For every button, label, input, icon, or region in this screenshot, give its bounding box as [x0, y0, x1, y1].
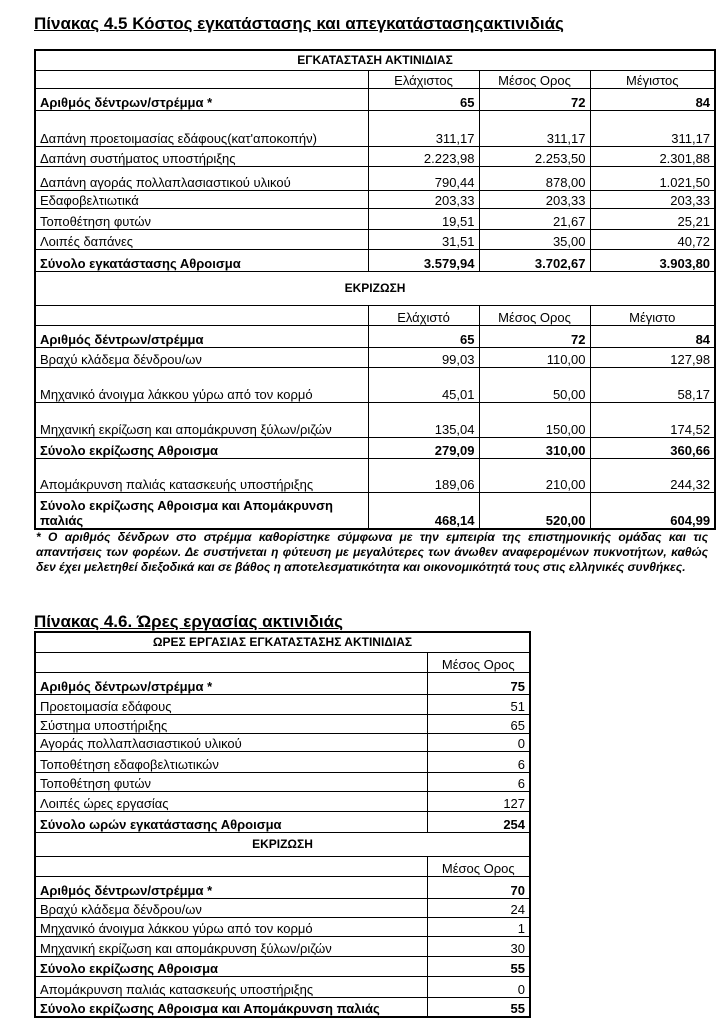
- row-label: Αριθμός δέντρων/στρέμμα: [35, 325, 368, 347]
- install-section-header: [35, 50, 715, 70]
- value-avg: 150,00: [479, 402, 590, 437]
- value-max: 203,33: [590, 190, 715, 208]
- value-avg: 50,00: [479, 367, 590, 402]
- value-min: 2.223,98: [368, 146, 479, 166]
- value-min: 65: [368, 88, 479, 110]
- table-row: [35, 898, 530, 917]
- value-max: 58,17: [590, 367, 715, 402]
- table-row: [35, 229, 715, 249]
- table-row: [35, 672, 530, 694]
- value-avg: 110,00: [479, 347, 590, 367]
- row-label: Αριθμός δέντρων/στρέμμα *: [35, 672, 427, 694]
- value-avg: 72: [479, 88, 590, 110]
- value-avg: 310,00: [479, 437, 590, 458]
- row-label: Δαπάνη αγοράς πολλαπλασιαστικού υλικού: [35, 166, 368, 190]
- value-avg: 55: [427, 956, 530, 976]
- value-max: 2.301,88: [590, 146, 715, 166]
- work-hours-table: [34, 631, 531, 1018]
- table-row: [35, 733, 530, 751]
- table-row: [35, 751, 530, 772]
- value-min: 135,04: [368, 402, 479, 437]
- value-avg: 75: [427, 672, 530, 694]
- column-header-max: Μέγιστος: [590, 70, 715, 88]
- table-row: [35, 88, 715, 110]
- table-row: [35, 976, 530, 997]
- value-max: 311,17: [590, 110, 715, 146]
- row-label: Αγοράς πολλαπλασιαστικού υλικού: [35, 733, 427, 751]
- value-min: 45,01: [368, 367, 479, 402]
- value-min: 31,51: [368, 229, 479, 249]
- value-max: 3.903,80: [590, 249, 715, 271]
- row-label: Σύνολο εκρίζωσης Αθροισμα και Απομάκρυνση παλιάς: [35, 492, 368, 529]
- value-avg: 520,00: [479, 492, 590, 529]
- row-label: Βραχύ κλάδεμα δένδρου/ων: [35, 898, 427, 917]
- value-min: 203,33: [368, 190, 479, 208]
- value-avg: 210,00: [479, 458, 590, 492]
- column-header-avg: Μέσος Ορος: [427, 856, 530, 876]
- label-header: [35, 856, 427, 876]
- row-label: Τοποθέτηση φυτών: [35, 208, 368, 229]
- row-label: Αριθμός δέντρων/στρέμμα *: [35, 88, 368, 110]
- column-header-avg: Μέσος Ορος: [479, 305, 590, 325]
- value-avg: 70: [427, 876, 530, 898]
- column-header-row: [35, 652, 530, 672]
- value-max: 84: [590, 88, 715, 110]
- row-label: Μηχανικό άνοιγμα λάκκου γύρω από τον κορμό: [35, 367, 368, 402]
- value-max: 40,72: [590, 229, 715, 249]
- table-row: [35, 714, 530, 733]
- section-title: ΕΚΡΙΖΩΣΗ: [35, 271, 715, 305]
- value-avg: 24: [427, 898, 530, 917]
- row-label: Σύνολο ωρών εγκατάστασης Αθροισμα: [35, 811, 427, 832]
- value-min: 279,09: [368, 437, 479, 458]
- row-label: Απομάκρυνση παλιάς κατασκευής υποστήριξης: [35, 458, 368, 492]
- cost-table: [34, 49, 716, 530]
- install-section-header: [35, 632, 530, 652]
- table-row: [35, 811, 530, 832]
- table-row: [35, 772, 530, 791]
- value-avg: 6: [427, 751, 530, 772]
- table-row: [35, 997, 530, 1017]
- row-label: Σύνολο εκρίζωσης Αθροισμα: [35, 956, 427, 976]
- table-row: [35, 190, 715, 208]
- row-label: Σύνολο εγκατάστασης Αθροισμα: [35, 249, 368, 271]
- value-min: 311,17: [368, 110, 479, 146]
- value-max: 174,52: [590, 402, 715, 437]
- table-row: [35, 249, 715, 271]
- row-label: Τοποθέτηση εδαφοβελτιωτικών: [35, 751, 427, 772]
- value-max: 244,32: [590, 458, 715, 492]
- uproot-section-header: [35, 832, 530, 856]
- value-min: 790,44: [368, 166, 479, 190]
- column-header-min: Ελάχιστος: [368, 70, 479, 88]
- table-row: [35, 458, 715, 492]
- row-label: Δαπάνη προετοιμασίας εδάφους(κατ'αποκοπήν): [35, 110, 368, 146]
- column-header-avg: Μέσος Ορος: [427, 652, 530, 672]
- value-avg: 311,17: [479, 110, 590, 146]
- value-avg: 2.253,50: [479, 146, 590, 166]
- row-label: Απομάκρυνση παλιάς κατασκευής υποστήριξης: [35, 976, 427, 997]
- table-row: [35, 917, 530, 936]
- value-min: 468,14: [368, 492, 479, 529]
- table-row: [35, 325, 715, 347]
- value-avg: 51: [427, 694, 530, 714]
- row-label: Δαπάνη συστήματος υποστήριξης: [35, 146, 368, 166]
- row-label: Λοιπές δαπάνες: [35, 229, 368, 249]
- row-label: Μηχανική εκρίζωση και απομάκρυνση ξύλων/ριζών: [35, 936, 427, 956]
- table-row: [35, 110, 715, 146]
- label-header: [35, 70, 368, 88]
- table-row: [35, 208, 715, 229]
- column-header-row: [35, 305, 715, 325]
- value-max: 1.021,50: [590, 166, 715, 190]
- footnote: * Ο αριθμός δένδρων στο στρέμμα καθορίστηκε σύμφωνα με την εμπειρία της επιστημονικής ομάδας και τις απαντήσεις των φορέων. Δε συστήνεται η φύτευση με μεγαλύτερες των άνωθεν αναφερομένων πυκνοτήτων, καθώς δεν έχει μελετηθεί διεξοδικά και σε βάθος η αποτελεσματικότητα και οικονομικότητά τους στις ελληνικές συνθήκες.: [36, 530, 708, 574]
- table-row: [35, 492, 715, 529]
- value-avg: 203,33: [479, 190, 590, 208]
- value-max: 25,21: [590, 208, 715, 229]
- column-header-min: Ελάχιστό: [368, 305, 479, 325]
- table-row: [35, 936, 530, 956]
- value-max: 127,98: [590, 347, 715, 367]
- table-row: [35, 166, 715, 190]
- value-avg: 0: [427, 733, 530, 751]
- value-avg: 21,67: [479, 208, 590, 229]
- column-header-row: [35, 70, 715, 88]
- label-header: [35, 305, 368, 325]
- value-avg: 3.702,67: [479, 249, 590, 271]
- column-header-max: Μέγιστο: [590, 305, 715, 325]
- section-title: ΩΡΕΣ ΕΡΓΑΣΙΑΣ ΕΓΚΑΤΑΣΤΑΣΗΣ ΑΚΤΙΝΙΔΙΑΣ: [35, 632, 530, 652]
- value-avg: 55: [427, 997, 530, 1017]
- row-label: Σύνολο εκρίζωσης Αθροισμα: [35, 437, 368, 458]
- value-max: 604,99: [590, 492, 715, 529]
- row-label: Λοιπές ώρες εργασίας: [35, 791, 427, 811]
- value-min: 19,51: [368, 208, 479, 229]
- section-title: ΕΚΡΙΖΩΣΗ: [35, 832, 530, 856]
- table-4-5-title: Πίνακας 4.5 Κόστος εγκατάστασης και απεγκατάστασηςακτινιδιάς: [34, 14, 564, 33]
- value-max: 360,66: [590, 437, 715, 458]
- value-avg: 127: [427, 791, 530, 811]
- value-avg: 72: [479, 325, 590, 347]
- value-avg: 65: [427, 714, 530, 733]
- value-min: 65: [368, 325, 479, 347]
- value-avg: 1: [427, 917, 530, 936]
- row-label: Σύστημα υποστήριξης: [35, 714, 427, 733]
- section-title: ΕΓΚΑΤΑΣΤΑΣΗ ΑΚΤΙΝΙΔΙΑΣ: [35, 50, 715, 70]
- value-avg: 35,00: [479, 229, 590, 249]
- value-min: 189,06: [368, 458, 479, 492]
- value-avg: 6: [427, 772, 530, 791]
- table-row: [35, 367, 715, 402]
- label-header: [35, 652, 427, 672]
- row-label: Βραχύ κλάδεμα δένδρου/ων: [35, 347, 368, 367]
- row-label: Σύνολο εκρίζωσης Αθροισμα και Απομάκρυνση παλιάς: [35, 997, 427, 1017]
- table-row: [35, 402, 715, 437]
- column-header-avg: Μέσος Ορος: [479, 70, 590, 88]
- value-min: 3.579,94: [368, 249, 479, 271]
- table-row: [35, 437, 715, 458]
- table-row: [35, 146, 715, 166]
- table-row: [35, 956, 530, 976]
- value-min: 99,03: [368, 347, 479, 367]
- column-header-row: [35, 856, 530, 876]
- row-label: Εδαφοβελτιωτικά: [35, 190, 368, 208]
- value-max: 84: [590, 325, 715, 347]
- value-avg: 878,00: [479, 166, 590, 190]
- table-row: [35, 347, 715, 367]
- row-label: Μηχανική εκρίζωση και απομάκρυνση ξύλων/ριζών: [35, 402, 368, 437]
- row-label: Προετοιμασία εδάφους: [35, 694, 427, 714]
- row-label: Μηχανικό άνοιγμα λάκκου γύρω από τον κορμό: [35, 917, 427, 936]
- value-avg: 254: [427, 811, 530, 832]
- table-row: [35, 694, 530, 714]
- row-label: Τοποθέτηση φυτών: [35, 772, 427, 791]
- row-label: Αριθμός δέντρων/στρέμμα *: [35, 876, 427, 898]
- table-row: [35, 876, 530, 898]
- table-4-6-title: Πίνακας 4.6. Ώρες εργασίας ακτινιδιάς: [34, 612, 343, 631]
- value-avg: 0: [427, 976, 530, 997]
- value-avg: 30: [427, 936, 530, 956]
- table-row: [35, 791, 530, 811]
- uproot-section-header: [35, 271, 715, 305]
